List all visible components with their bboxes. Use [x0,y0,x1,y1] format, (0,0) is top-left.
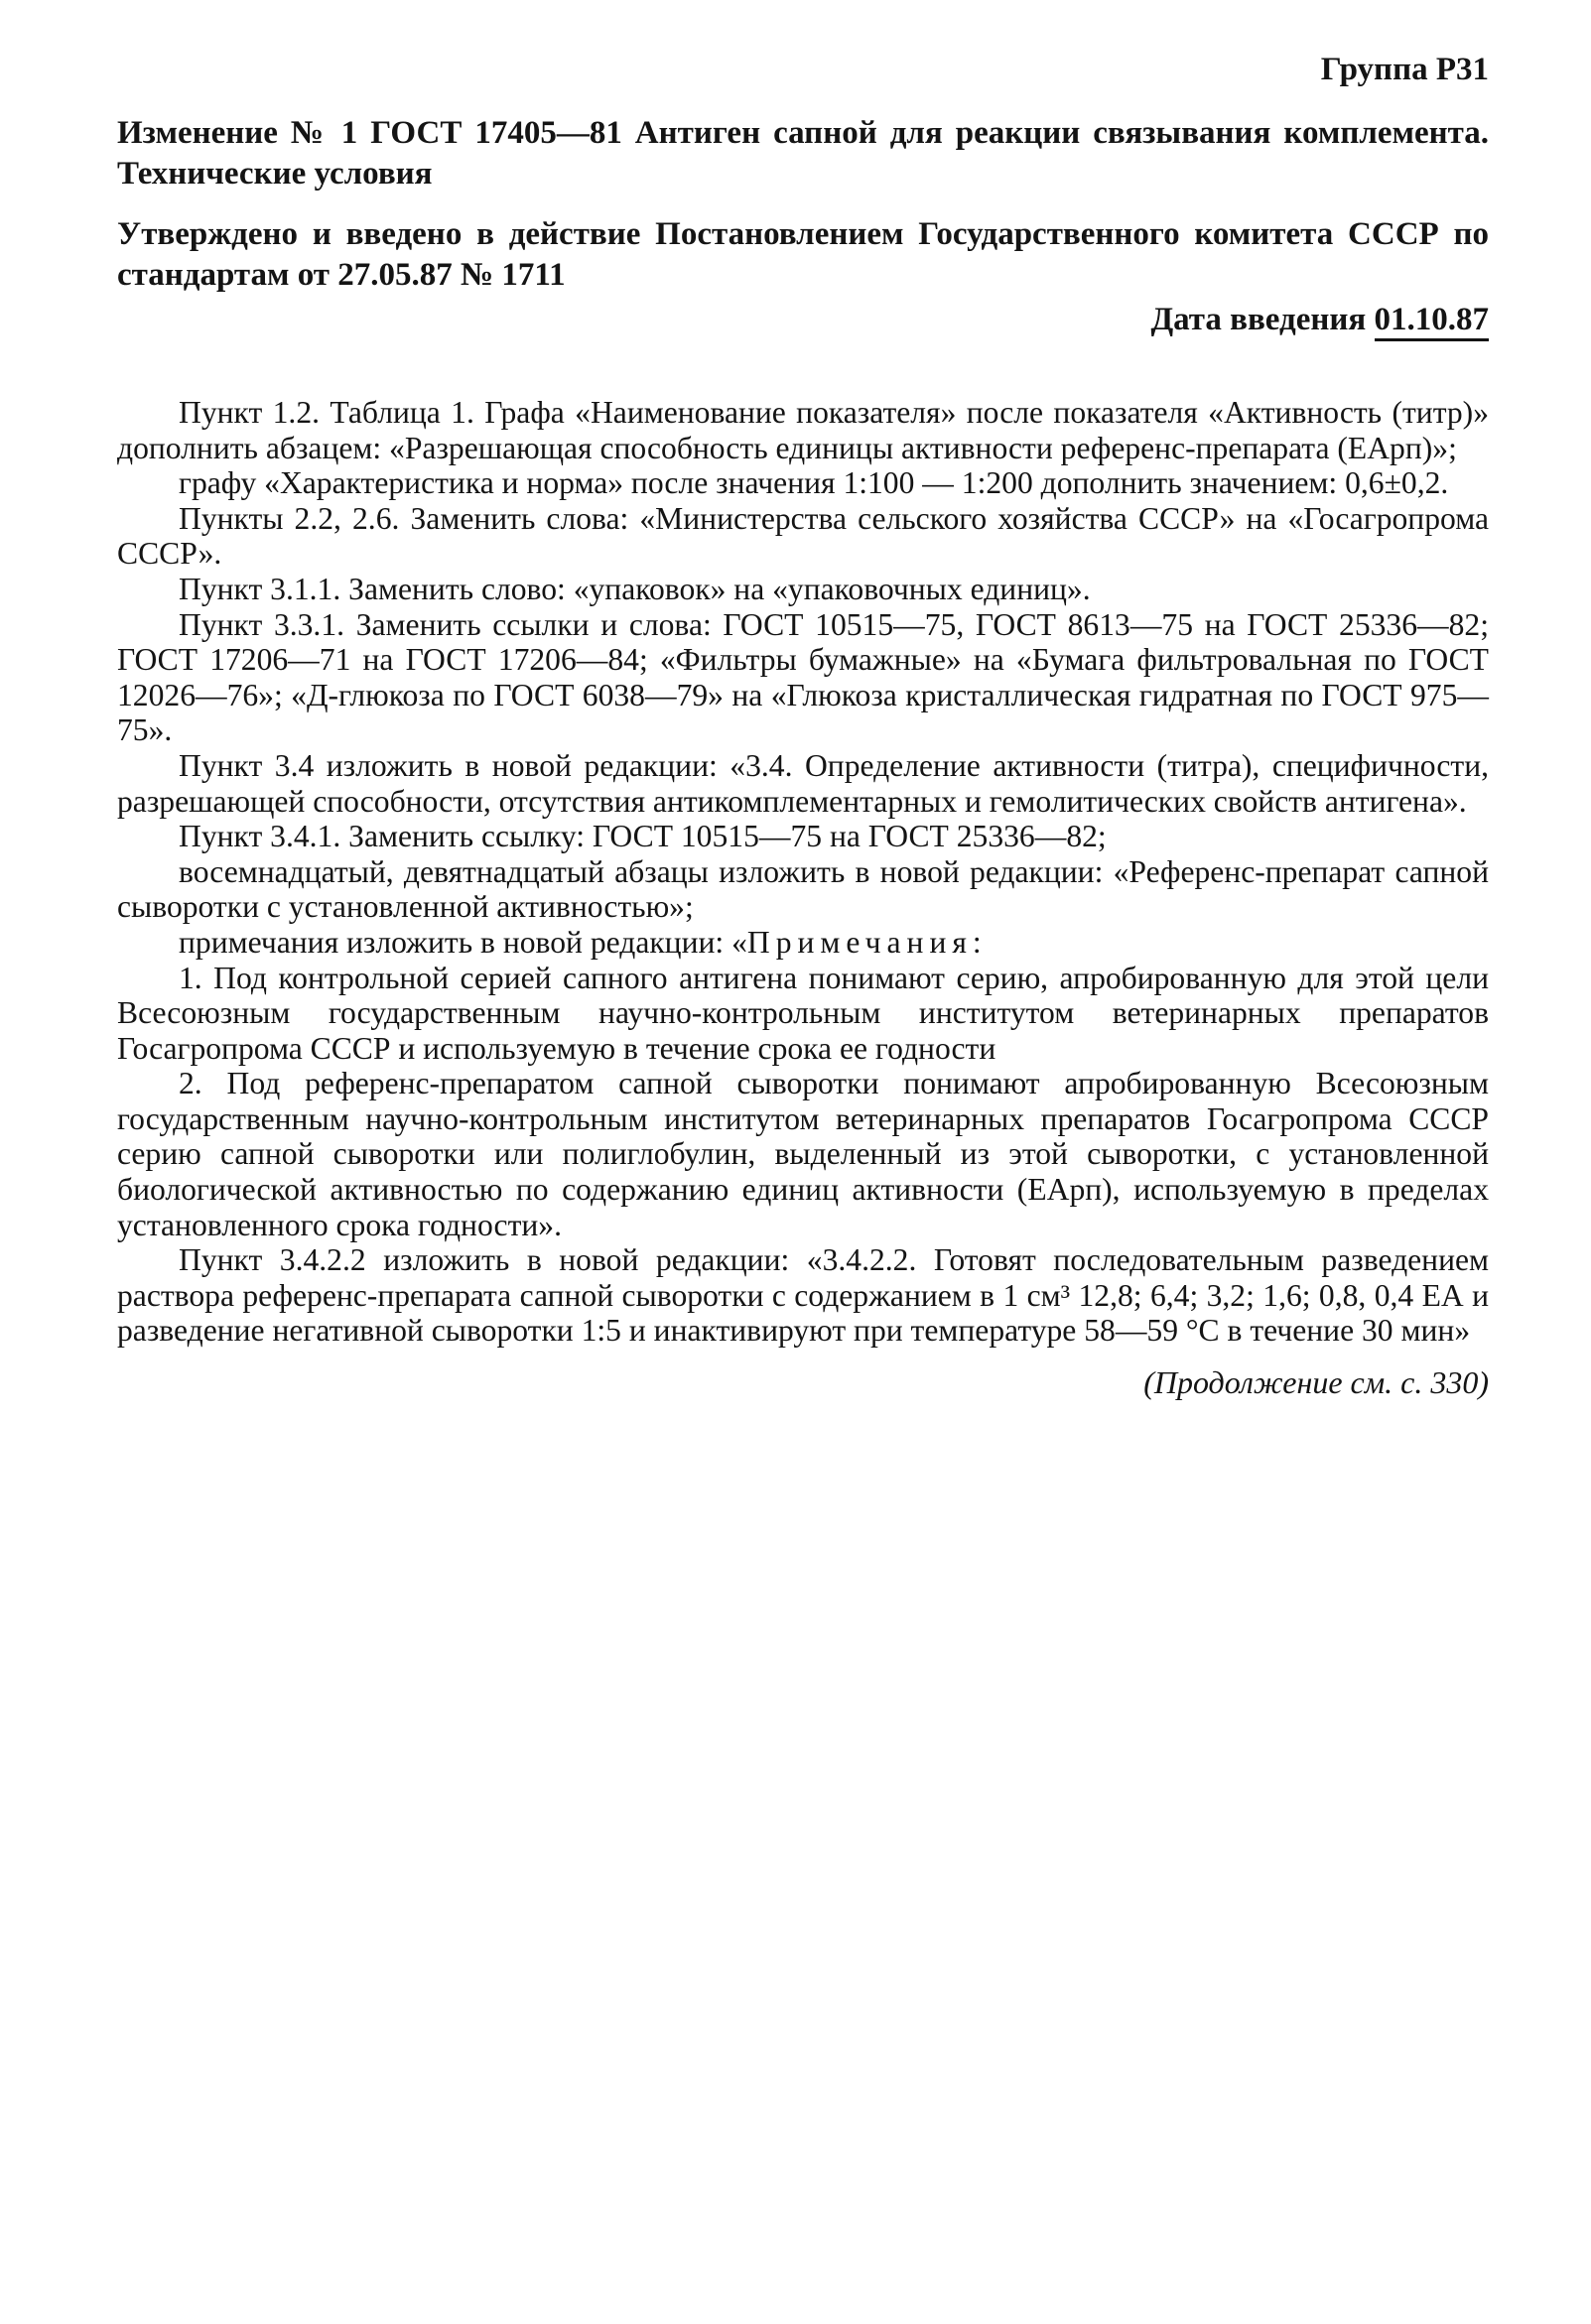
paragraph: Пункт 3.4.1. Заменить ссылку: ГОСТ 10515—75 на ГОСТ 25336—82; [179,819,1107,854]
paragraph: Пункты 2.2, 2.6. Заменить слова: «Министерства сельского хозяйства СССР» на «Госагропрома СССР». [117,500,1489,572]
paragraph: Пункт 3.4 изложить в новой редакции: «3.4. Определение активности (титра), специфичности, разрешающей способности, отсутствия антикомплементарных и гемолитических свойств антигена». [117,747,1489,819]
amendment-title: Изменение № 1 ГОСТ 17405—81 Антиген сапной для реакции связывания комплемента. Технические условия [117,115,1489,192]
effective-date-label: Дата введения [1150,302,1367,337]
note-item: 2. Под референс-препаратом сапной сыворотки понимают апробированную Всесоюзным государственным научно-контрольным институтом ветеринарных препаратов Госагропрома СССР серию сапной сыворотки или полиглобулин, выделенный из этой сыворотки, с установленной биологической активностью по содержанию единиц активности (ЕАрп), используемую в пределах установленного срока годности». [117,1066,1489,1242]
amendment-body [117,395,1489,1349]
paragraph: Пункт 3.1.1. Заменить слово: «упаковок» на «упаковочных единиц». [179,571,1091,606]
classification-group: Группа Р31 [1320,52,1489,87]
paragraph: Пункт 3.3.1. Заменить ссылки и слова: ГОСТ 10515—75, ГОСТ 8613—75 на ГОСТ 25336—82; ГОСТ 17206—71 на ГОСТ 17206—84; «Фильтры бумажные» на «Бумага фильтровальная по ГОСТ 12026—76»; «Д-глюкоза по ГОСТ 6038—79» на «Глюкоза кристаллическая гидратная по ГОСТ 975—75». [117,606,1489,748]
continuation-note: (Продолжение см. с. 330) [1143,1364,1489,1401]
paragraph: графу «Характеристика и норма» после значения 1:100 — 1:200 дополнить значением: 0,6±0,2. [179,465,1449,501]
approval-statement: Утверждено и введено в действие Постановлением Государственного комитета СССР по стандартам от 27.05.87 № 1711 [117,216,1489,293]
effective-date-value: 01.10.87 [1375,301,1490,341]
paragraph: Пункт 3.4.2.2 изложить в новой редакции: «3.4.2.2. Готовят последовательным разведением раствора референс-препарата сапной сыворотки с содержанием в 1 см³ 12,8; 6,4; 3,2; 1,6; 0,8, 0,4 ЕА и разведение негативной сыворотки 1:5 и инактивируют при температуре 58—59 °С в течение 30 мин» [117,1242,1489,1349]
effective-date [117,298,1489,341]
note-item: 1. Под контрольной серией сапного антигена понимают серию, апробированную для этой цели Всесоюзным государственным научно-контрольным институтом ветеринарных препаратов Госагропрома СССР и используемую в течение срока ее годности [117,960,1489,1066]
notes-intro: примечания изложить в новой редакции: « [179,924,747,960]
notes-intro-paragraph [117,925,1489,961]
document-page [117,48,1489,1404]
paragraph: Пункт 1.2. Таблица 1. Графа «Наименование показателя» после показателя «Активность (титр)» дополнить абзацем: «Разрешающая способность единицы активности референс-препарата (ЕАрп)»; [117,395,1489,465]
paragraph: восемнадцатый, девятнадцатый абзацы изложить в новой редакции: «Референс-препарат сапной сыворотки с установленной активностью»; [117,853,1489,925]
notes-heading: Примечания: [746,924,988,960]
